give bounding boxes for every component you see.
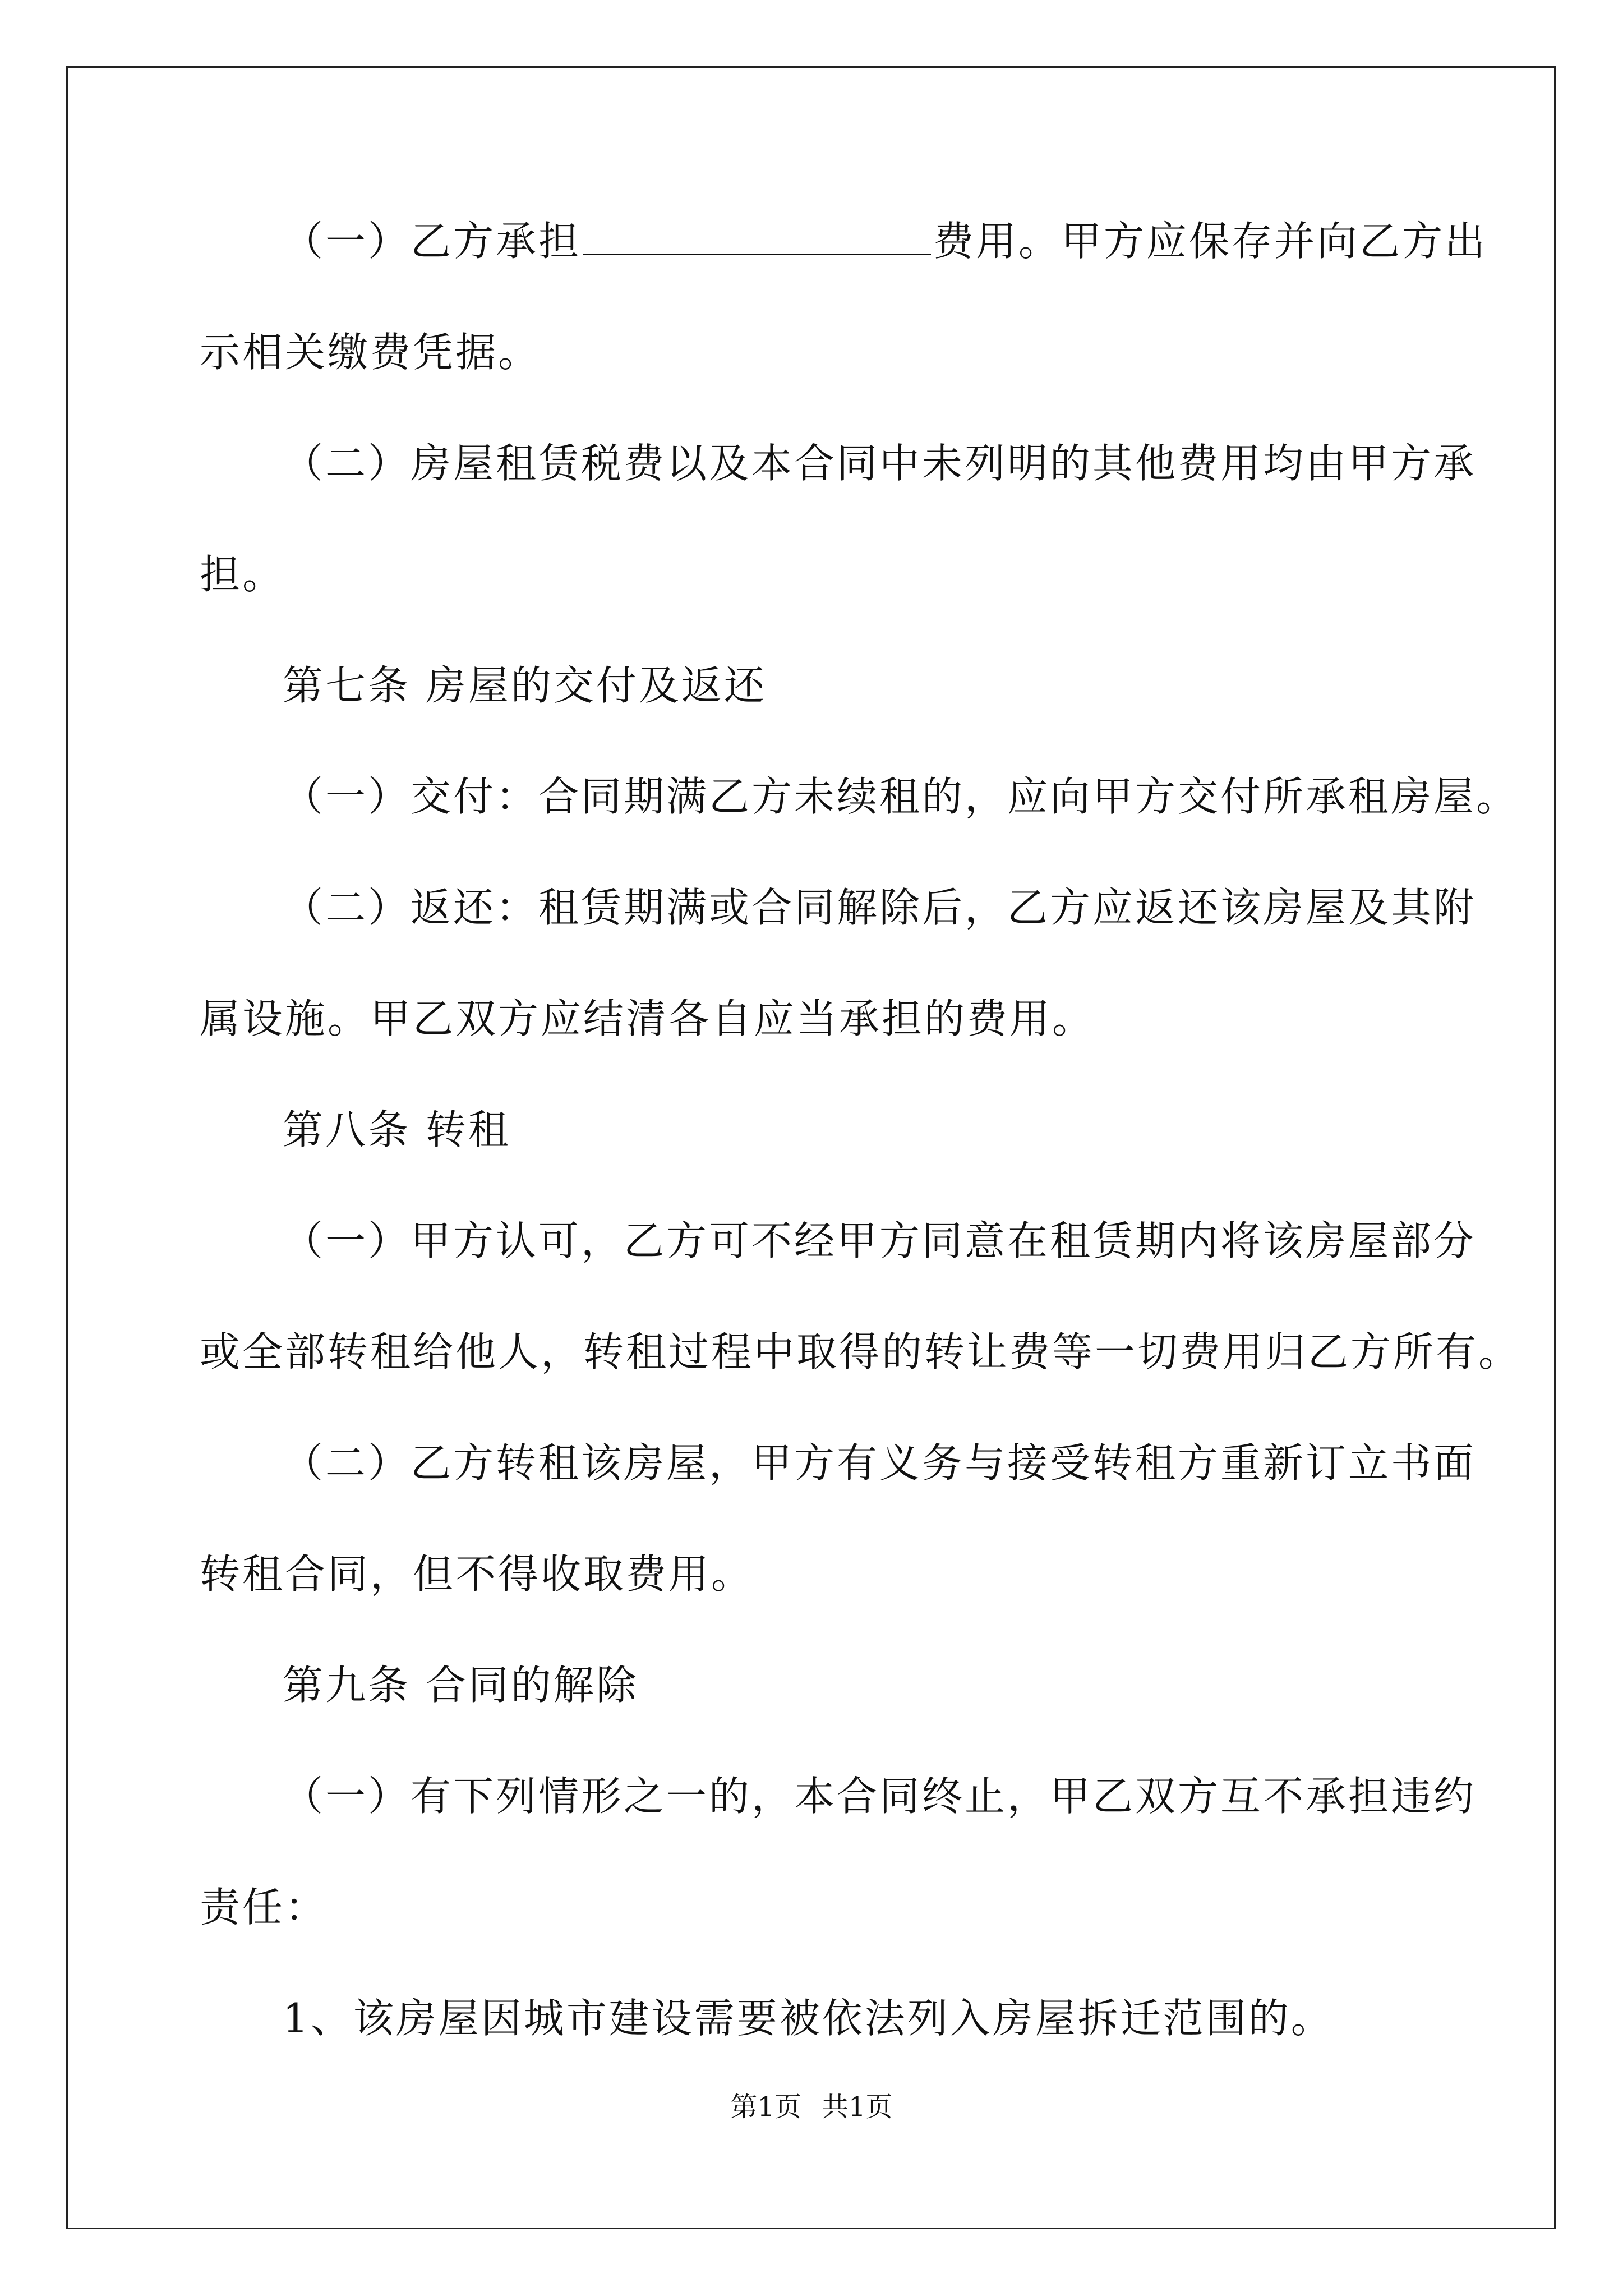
paragraph-line: （一）有下列情形之一的，本合同终止，甲乙双方互不承担违约 [283,1773,1477,1820]
page-footer [0,2090,1623,2124]
page-number: 第1页 [730,2091,801,2123]
paragraph-line [283,213,1487,269]
section-heading: 第九条 合同的解除 [283,1662,639,1709]
list-item: 1、该房屋因城市建设需要被依法列入房屋拆迁范围的。 [283,1995,1334,2042]
paragraph-line: 转租合同，但不得收取费用。 [200,1550,754,1598]
page-total: 共1页 [822,2091,893,2123]
paragraph-line: 示相关缴费凭据。 [200,329,541,376]
line-text: 费用。甲方应保存并向乙方出 [933,218,1488,265]
paragraph-line: 担。 [200,551,285,598]
paragraph-line: （二）房屋租赁税费以及本合同中未列明的其他费用均由甲方承 [283,440,1477,487]
line-text: （一）乙方承担 [283,218,582,265]
paragraph-line: 或全部转租给他人，转租过程中取得的转让费等一切费用归乙方所有。 [200,1328,1521,1375]
fill-in-blank [583,214,931,255]
section-heading: 第七条 房屋的交付及返还 [283,662,767,709]
paragraph-line: （一）交付：合同期满乙方未续租的，应向甲方交付所承租房屋。 [283,773,1519,820]
paragraph-line: 责任： [200,1884,328,1931]
paragraph-line: 属设施。甲乙双方应结清各自应当承担的费用。 [200,995,1095,1042]
section-heading: 第八条 转租 [283,1106,511,1153]
paragraph-line: （二）返还：租赁期满或合同解除后，乙方应返还该房屋及其附 [283,884,1477,931]
paragraph-line: （一）甲方认可，乙方可不经甲方同意在租赁期内将该房屋部分 [283,1217,1477,1264]
paragraph-line: （二）乙方转租该房屋，甲方有义务与接受转租方重新订立书面 [283,1439,1477,1487]
